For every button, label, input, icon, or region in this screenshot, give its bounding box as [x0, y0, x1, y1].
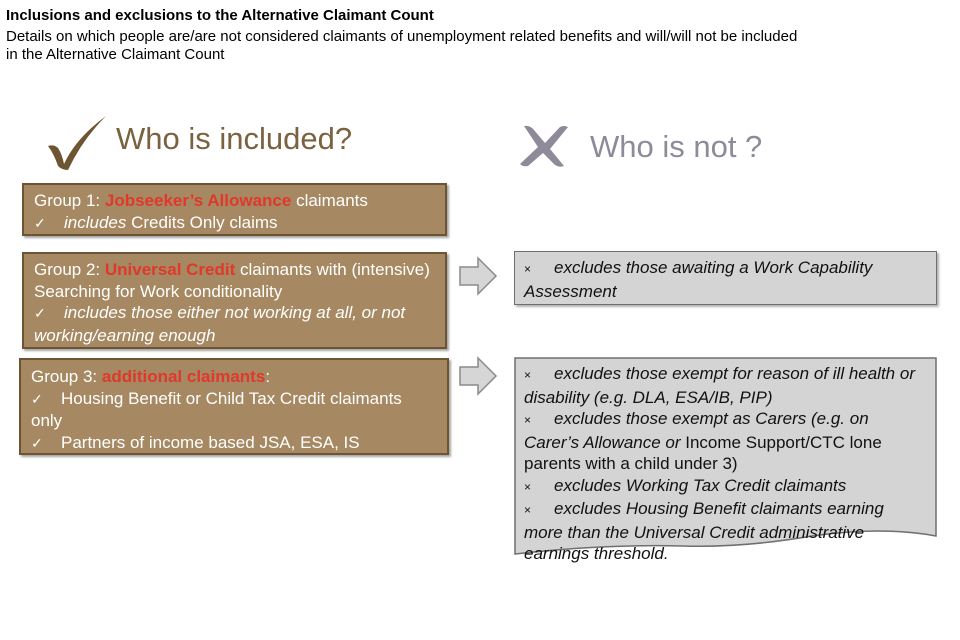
group-3-bullet-2: [31, 432, 437, 455]
check-mark: ✓: [31, 434, 43, 451]
exclusion-box-2: [515, 358, 939, 563]
exclusion-text: excludes those exempt as Carers (e.g. on Carer’s Allowance or: [524, 409, 869, 452]
exclusion-item: [524, 475, 925, 499]
group-2-box: [22, 252, 447, 349]
check-mark: ✓: [34, 214, 46, 231]
group-1-suffix: claimants: [291, 191, 368, 210]
exclusion-item: [524, 498, 925, 565]
x-mark: ×: [524, 479, 532, 494]
bullet-italic: includes those either not working at all, or not working/earning enough: [34, 303, 406, 345]
bullet-text: Credits Only claims: [126, 212, 278, 232]
group-1-highlight: Jobseeker’s Allowance: [104, 191, 292, 210]
exclusion-item: [524, 363, 925, 408]
group-1-bullet: [34, 212, 435, 235]
included-heading: Who is included?: [116, 121, 353, 156]
x-mark: ×: [524, 368, 532, 382]
group-1-prefix: Group 1:: [34, 191, 105, 210]
group-3-title: [31, 366, 437, 388]
group-3-bullet-1: [31, 388, 437, 432]
x-mark: ×: [524, 262, 532, 276]
exclusion-text: excludes Housing Benefit claimants earning more than the Universal Credit administrative earnings threshold.: [524, 499, 884, 563]
exclusion-text: excludes Working Tax Credit claimants: [554, 475, 847, 495]
x-mark: ×: [524, 413, 532, 427]
group-1-title: [34, 190, 435, 212]
arrow-right-icon: [458, 356, 498, 396]
group-2-title: [34, 259, 435, 302]
bullet-text: Partners of income based JSA, ESA, IS: [61, 432, 360, 452]
group-2-suffix: claimants with (intensive) Searching for Work conditionality: [34, 260, 430, 301]
exclusion-text: excludes those awaiting a Work Capability Assessment: [524, 258, 873, 301]
check-mark: ✓: [34, 305, 46, 321]
exclusion-item: [524, 408, 925, 475]
x-mark: ×: [524, 503, 532, 517]
group-3-highlight: additional claimants: [101, 367, 266, 386]
group-3-suffix: :: [265, 367, 271, 386]
group-2-highlight: Universal Credit: [104, 260, 236, 279]
bullet-italic: includes: [64, 212, 127, 232]
exclusion-item: [524, 257, 928, 302]
check-mark: ✓: [31, 390, 43, 407]
group-2-prefix: Group 2:: [34, 260, 105, 279]
group-1-box: [22, 183, 447, 236]
page-subtitle: Details on which people are/are not considered claimants of unemployment related benefits and will/will not be included in the Alternative Claimant Count: [6, 28, 798, 63]
checkmark-icon: [46, 114, 110, 172]
group-3-prefix: Group 3:: [31, 367, 102, 386]
excluded-heading: Who is not ?: [590, 129, 763, 164]
page-title: Inclusions and exclusions to the Alternative Claimant Count: [6, 7, 434, 24]
group-3-box: [19, 358, 449, 455]
arrow-right-icon: [458, 256, 498, 296]
cross-icon: [518, 124, 570, 168]
exclusion-text-normal: Income Support/CTC lone parents with a child under 3): [524, 432, 882, 473]
exclusion-text: excludes those exempt for reason of ill health or disability (e.g. DLA, ESA/IB, PIP): [524, 364, 915, 407]
bullet-text: Housing Benefit or Child Tax Credit claimants only: [31, 388, 402, 430]
group-2-bullet: [34, 302, 435, 346]
exclusion-box-1: [514, 251, 937, 305]
